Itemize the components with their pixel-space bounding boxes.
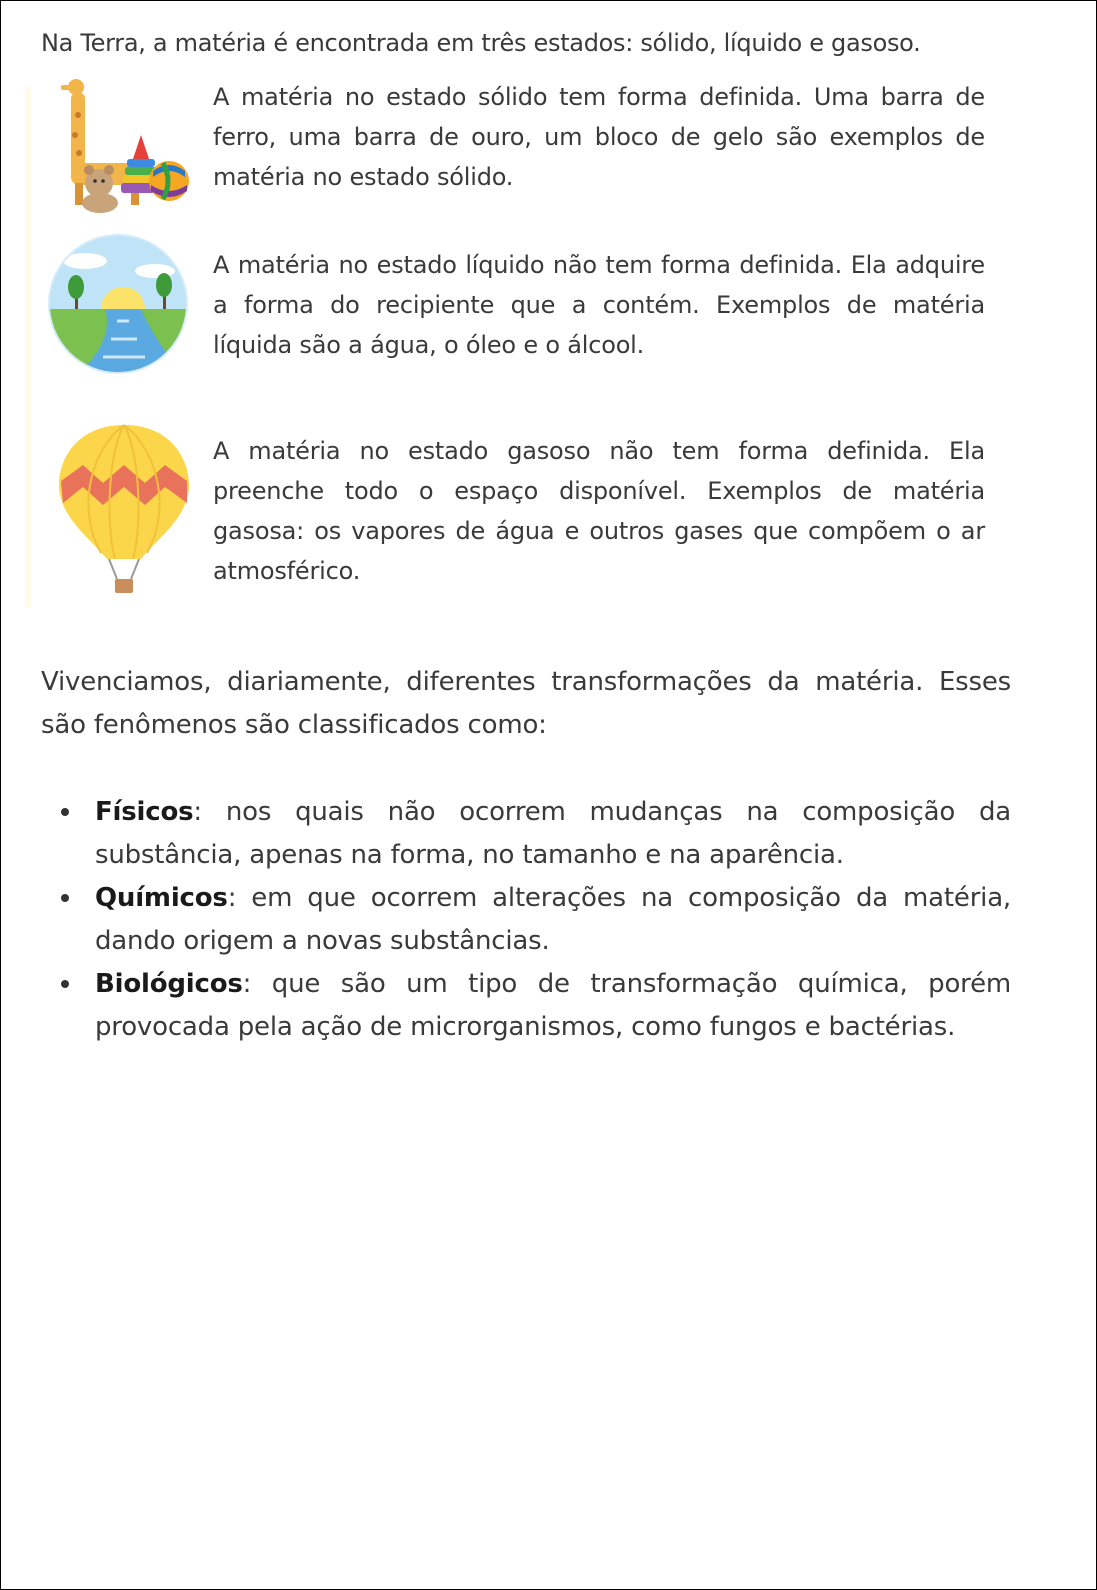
term-fisicos: Físicos — [95, 797, 194, 827]
bullet-icon — [61, 980, 69, 988]
list-item-biologicos — [41, 963, 1011, 1049]
state-gas-text: A matéria no estado gasoso não tem forma definida. Ela preenche todo o espaço disponível. Exemplos de matéria gasosa: os vapores de água e outros gases que compõem o ar atmosférico. — [213, 437, 985, 585]
transformations-paragraph: Vivenciamos, diariamente, diferentes transformações da matéria. Esses são fenômenos são classificados como: — [41, 667, 1011, 740]
description-quimicos: : em que ocorrem alterações na composição da matéria, dando origem a novas substâncias. — [95, 883, 1011, 956]
description-biologicos: : que são um tipo de transformação química, porém provocada pela ação de microrganismos, como fungos e bactérias. — [95, 969, 1011, 1042]
term-quimicos: Químicos — [95, 883, 228, 913]
intro-paragraph: Na Terra, a matéria é encontrada em três estados: sólido, líquido e gasoso. — [41, 29, 921, 57]
bullet-icon — [61, 894, 69, 902]
hot-air-balloon-icon — [57, 421, 191, 599]
bullet-icon — [61, 808, 69, 816]
term-biologicos: Biológicos — [95, 969, 243, 999]
state-liquid — [1, 227, 1096, 377]
state-gas — [1, 415, 1096, 600]
state-solid — [1, 71, 1096, 221]
description-fisicos: : nos quais não ocorrem mudanças na composição da substância, apenas na forma, no tamanho e na aparência. — [95, 797, 1011, 870]
list-item-fisicos — [41, 791, 1011, 877]
toys-icon — [45, 75, 191, 215]
list-item-quimicos — [41, 877, 1011, 963]
river-landscape-icon — [45, 231, 191, 377]
state-liquid-text: A matéria no estado líquido não tem forma definida. Ela adquire a forma do recipiente que a contém. Exemplos de matéria líquida são a água, o óleo e o álcool. — [213, 251, 985, 359]
state-solid-text: A matéria no estado sólido tem forma definida. Uma barra de ferro, uma barra de ouro, um bloco de gelo são exemplos de matéria no estado sólido. — [213, 83, 985, 191]
phenomena-list — [41, 791, 1011, 1049]
